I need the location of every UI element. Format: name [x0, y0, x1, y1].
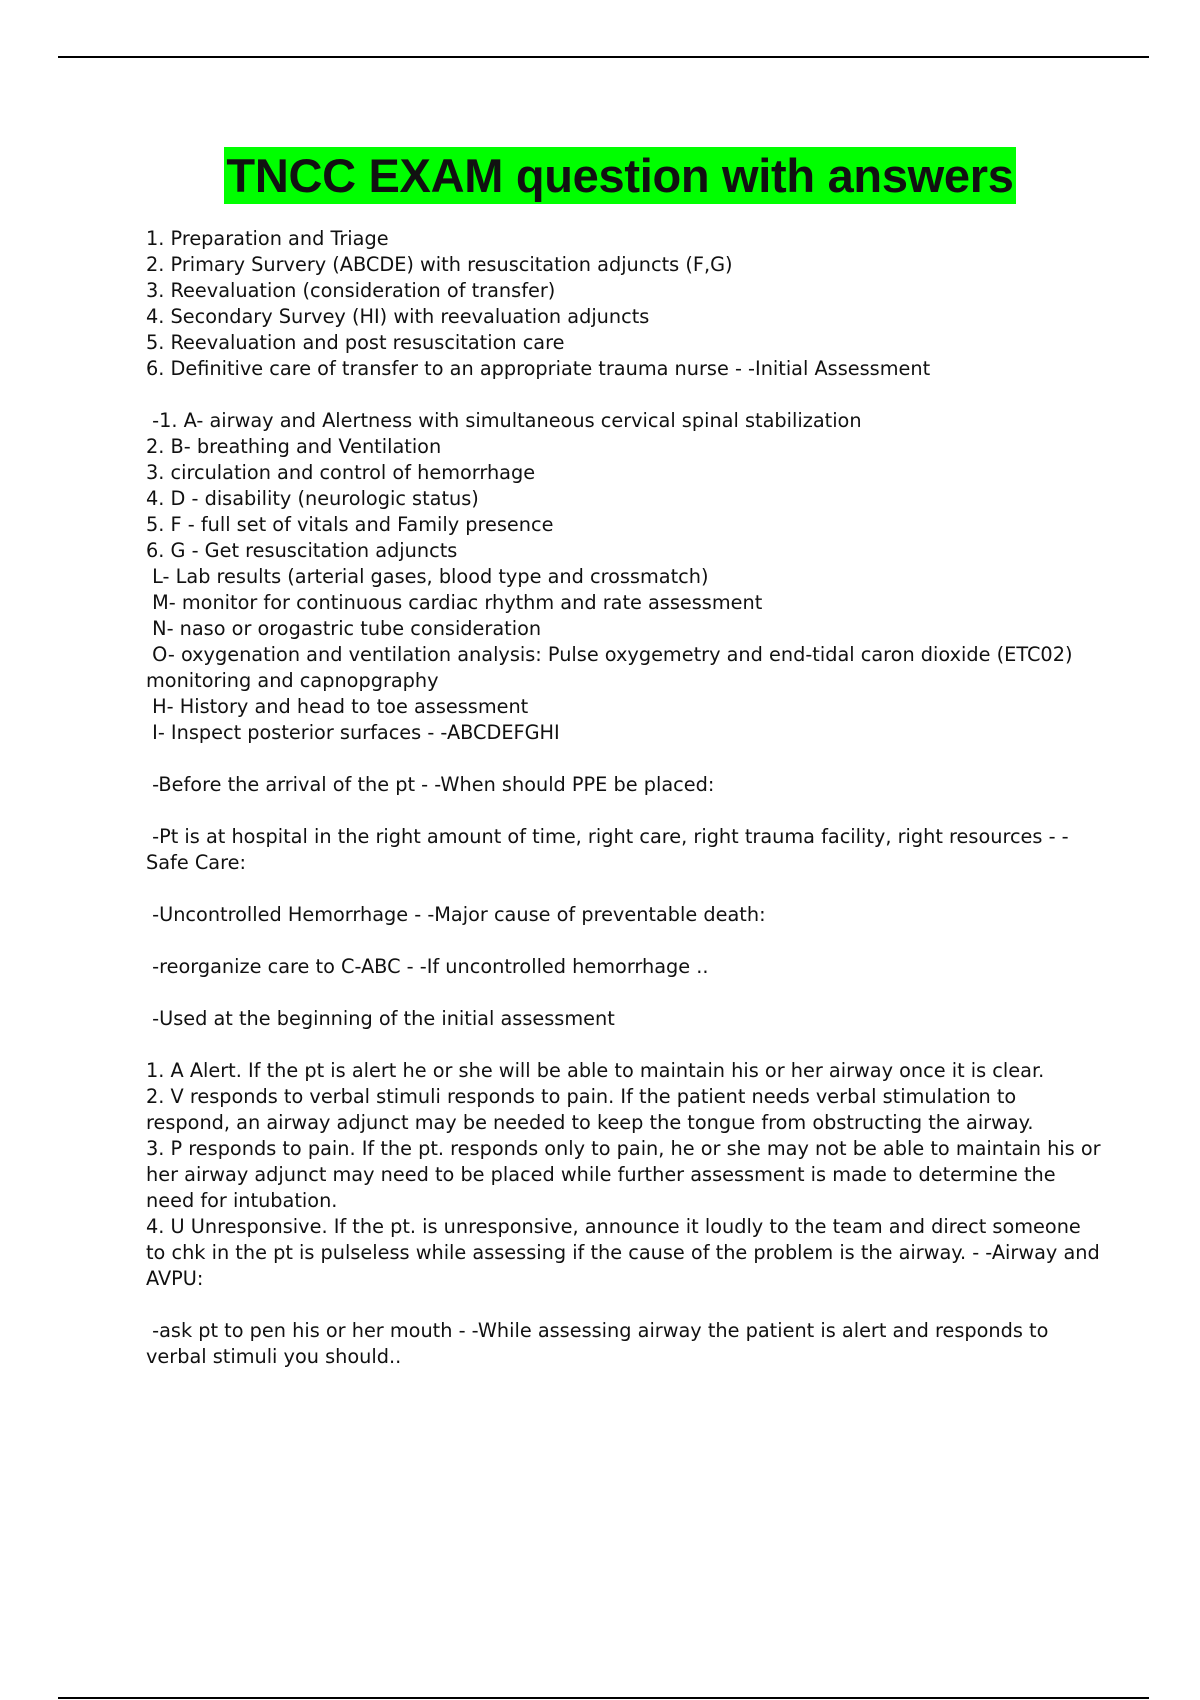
text-line: 6. G - Get resuscitation adjuncts [146, 539, 458, 562]
qa-paragraph [146, 954, 1106, 980]
text-line: N- naso or orogastric tube consideration [146, 617, 542, 640]
text-line: -Pt is at hospital in the right amount of time, right care, right trauma facility, right resources - -Safe Care: [146, 825, 1069, 874]
text-line: 2. Primary Survery (ABCDE) with resuscitation adjuncts (F,G) [146, 253, 733, 276]
text-line: -Before the arrival of the pt - -When should PPE be placed: [146, 773, 715, 796]
text-line: 4. D - disability (neurologic status) [146, 487, 479, 510]
text-line: L- Lab results (arterial gases, blood type and crossmatch) [146, 565, 709, 588]
title-container [0, 147, 1200, 204]
text-line: -reorganize care to C-ABC - -If uncontrolled hemorrhage .. [146, 955, 709, 978]
text-line: H- History and head to toe assessment [146, 695, 529, 718]
text-line: 3. P responds to pain. If the pt. responds only to pain, he or she may not be able to maintain his or her airway adjunct may need to be placed while further assessment is made to determine the need for intubation. [146, 1137, 1107, 1212]
text-line: 1. A Alert. If the pt is alert he or she will be able to maintain his or her airway once it is clear. [146, 1059, 1045, 1082]
text-line: 2. V responds to verbal stimuli responds to pain. If the patient needs verbal stimulation to respond, an airway adjunct may be needed to keep the tongue from obstructing the airway. [146, 1085, 1034, 1134]
text-line: 6. Definitive care of transfer to an appropriate trauma nurse - -Initial Assessment [146, 357, 931, 380]
text-line: 1. Preparation and Triage [146, 227, 389, 250]
qa-paragraph [146, 902, 1106, 928]
text-line: 4. U Unresponsive. If the pt. is unresponsive, announce it loudly to the team and direct someone to chk in the pt is pulseless while assessing if the cause of the problem is the airway. - -Airway and AVPU: [146, 1215, 1106, 1290]
text-line: -Uncontrolled Hemorrhage - -Major cause of preventable death: [146, 903, 766, 926]
text-line: 5. F - full set of vitals and Family presence [146, 513, 554, 536]
qa-paragraph [146, 1006, 1106, 1032]
text-line: -Used at the beginning of the initial assessment [146, 1007, 615, 1030]
qa-paragraph [146, 1318, 1106, 1370]
document-title: TNCC EXAM question with answers [226, 149, 1014, 202]
qa-paragraph [146, 226, 1106, 382]
text-line: 3. circulation and control of hemorrhage [146, 461, 536, 484]
text-line: 3. Reevaluation (consideration of transfer) [146, 279, 556, 302]
text-line: 4. Secondary Survey (HI) with reevaluation adjuncts [146, 305, 650, 328]
qa-paragraph [146, 772, 1106, 798]
qa-paragraph [146, 824, 1106, 876]
text-line: I- Inspect posterior surfaces - -ABCDEFGHI [146, 721, 560, 744]
top-divider [58, 56, 1149, 58]
text-line: O- oxygenation and ventilation analysis: Pulse oxygemetry and end-tidal caron dioxide (ETC02) monitoring and capnopgraphy [146, 643, 1079, 692]
text-line: -ask pt to pen his or her mouth - -While assessing airway the patient is alert and responds to verbal stimuli you should.. [146, 1319, 1055, 1368]
qa-paragraph [146, 408, 1106, 746]
qa-paragraph [146, 1058, 1106, 1292]
bottom-divider [58, 1697, 1149, 1699]
text-line: M- monitor for continuous cardiac rhythm and rate assessment [146, 591, 763, 614]
text-line: 2. B- breathing and Ventilation [146, 435, 442, 458]
text-line: -1. A- airway and Alertness with simultaneous cervical spinal stabilization [146, 409, 862, 432]
text-line: 5. Reevaluation and post resuscitation care [146, 331, 565, 354]
document-body [146, 226, 1106, 1396]
